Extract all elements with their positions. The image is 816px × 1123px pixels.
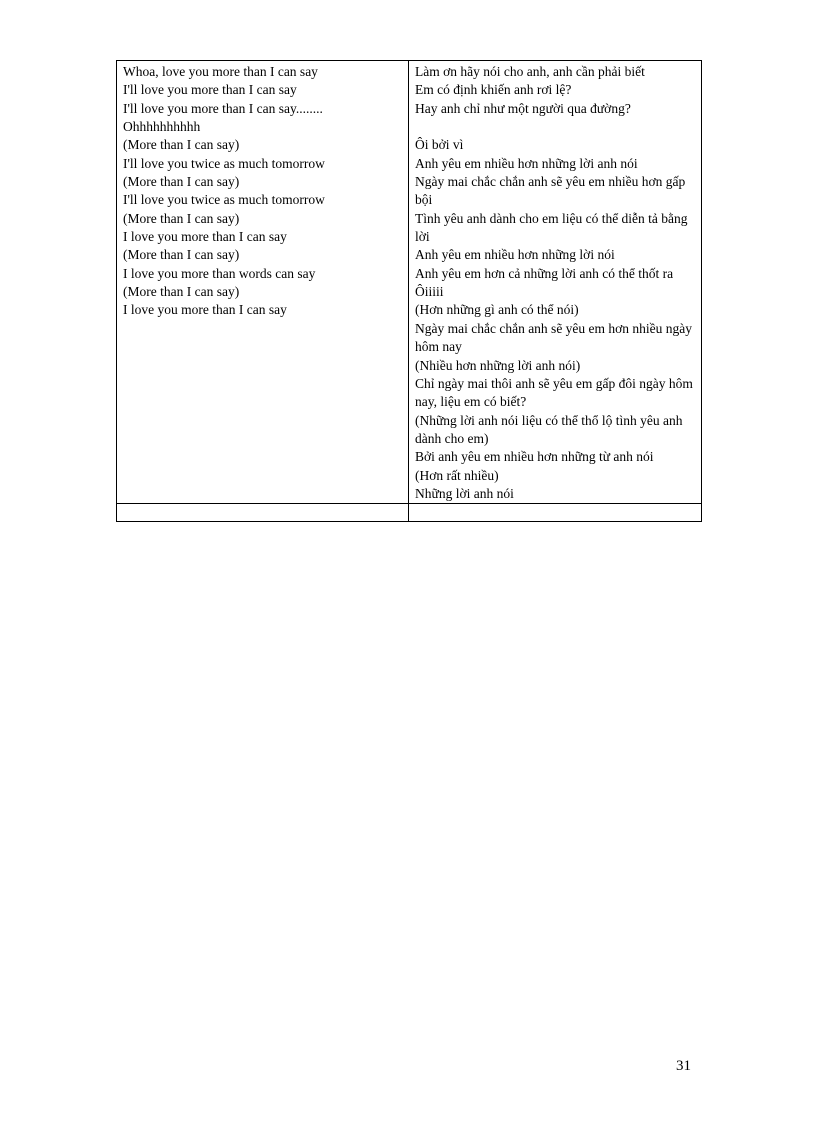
- vietnamese-lyric-line: (Những lời anh nói liệu có thể thổ lộ tình yêu anh dành cho em): [415, 412, 683, 446]
- lyrics-table: [116, 60, 702, 522]
- page-number: 31: [676, 1058, 691, 1074]
- vietnamese-lyric-line: (Hơn những gì anh có thể nói): [415, 302, 579, 318]
- english-lyric-line: (More than I can say): [123, 247, 240, 263]
- vietnamese-lyric-line: [415, 118, 695, 136]
- english-lyric-line: Whoa, love you more than I can say: [123, 64, 318, 79]
- english-lyrics-cell: [117, 61, 409, 504]
- english-lyric-line: I love you more than words can say: [123, 265, 316, 281]
- vietnamese-lyric-line: Ôiiiii: [415, 284, 444, 300]
- vietnamese-lyric-line: Anh yêu em nhiều hơn những lời nói: [415, 247, 615, 263]
- vietnamese-lyric-line: Bởi anh yêu em nhiều hơn những từ anh nói: [415, 449, 654, 465]
- english-lyric-line: I'll love you twice as much tomorrow: [123, 155, 325, 171]
- vietnamese-lyric-line: Tình yêu anh dành cho em liệu có thể diễn tả bằng lời: [415, 210, 688, 245]
- vietnamese-lyric-line: Em có định khiến anh rơi lệ?: [415, 82, 572, 98]
- empty-table-row: [117, 504, 702, 522]
- english-lyric-line: I love you more than I can say: [123, 229, 287, 245]
- vietnamese-lyric-line: Làm ơn hãy nói cho anh, anh cần phải biết: [415, 64, 645, 79]
- vietnamese-lyrics-cell: [409, 61, 702, 504]
- english-lyric-line: (More than I can say): [123, 284, 240, 300]
- english-lyric-line: Ohhhhhhhhhh: [123, 119, 201, 135]
- vietnamese-lyric-line: Những lời anh nói: [415, 485, 514, 501]
- lyrics-row: [117, 61, 702, 504]
- vietnamese-lyric-line: Ôi bởi vì: [415, 137, 464, 153]
- vietnamese-lyric-line: Hay anh chỉ như một người qua đường?: [415, 100, 631, 116]
- vietnamese-lyric-line: Anh yêu em nhiều hơn những lời anh nói: [415, 155, 638, 171]
- vietnamese-lyric-line: Anh yêu em hơn cả những lời anh có thể thốt ra: [415, 265, 674, 281]
- english-lyric-line: I love you more than I can say: [123, 302, 287, 318]
- empty-cell-left: [117, 504, 409, 522]
- english-lyric-line: I'll love you twice as much tomorrow: [123, 192, 325, 208]
- empty-cell-right: [409, 504, 702, 522]
- vietnamese-lyric-line: Chỉ ngày mai thôi anh sẽ yêu em gấp đôi ngày hôm nay, liệu em có biết?: [415, 375, 693, 410]
- english-lyric-line: (More than I can say): [123, 174, 240, 190]
- english-lyric-line: I'll love you more than I can say........: [123, 100, 323, 116]
- english-lyric-line: (More than I can say): [123, 137, 240, 153]
- vietnamese-lyric-line: Ngày mai chắc chắn anh sẽ yêu em nhiều hơn gấp bội: [415, 174, 686, 208]
- english-lyric-line: (More than I can say): [123, 210, 240, 226]
- vietnamese-lyric-line: (Hơn rất nhiều): [415, 467, 499, 483]
- vietnamese-lyric-line: (Nhiều hơn những lời anh nói): [415, 357, 581, 373]
- vietnamese-lyric-line: Ngày mai chắc chắn anh sẽ yêu em hơn nhiều ngày hôm nay: [415, 320, 693, 355]
- english-lyric-line: I'll love you more than I can say: [123, 82, 297, 98]
